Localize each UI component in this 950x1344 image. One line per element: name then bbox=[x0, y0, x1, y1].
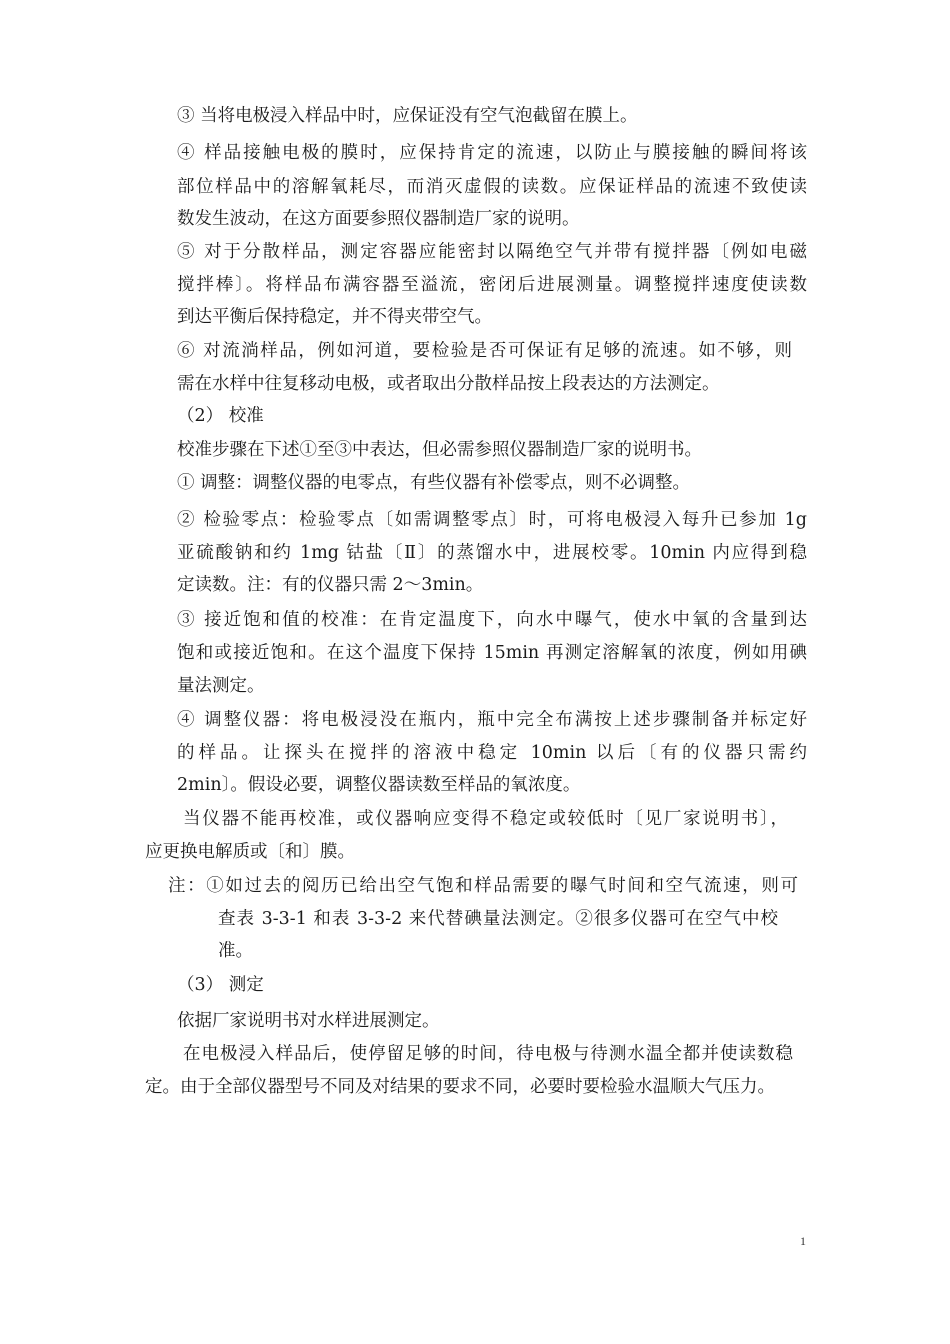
text-line: 校准步骤在下述①至③中表达，但必需参照仪器制造厂家的说明书。 bbox=[177, 440, 702, 460]
text-line: 需在水样中往复移动电极，或者取出分散样品按上段表达的方法测定。 bbox=[177, 374, 720, 394]
text-line: 数发生波动，在这方面要参照仪器制造厂家的说明。 bbox=[177, 209, 580, 229]
text-line: 饱和或接近饱和。在这个温度下保持 15min 再测定溶解氧的浓度，例如用碘 bbox=[177, 643, 807, 663]
text-line: 搅拌棒〕。将样品布满容器至溢流，密闭后进展测量。调整搅拌速度使读数 bbox=[177, 275, 807, 295]
text-line: 应更换电解质或〔和〕膜。 bbox=[145, 842, 355, 862]
text-line: 定读数。注：有的仪器只需 2～3min。 bbox=[177, 575, 484, 595]
note-line: 准。 bbox=[218, 941, 253, 961]
text-line: 量法测定。 bbox=[177, 676, 265, 696]
text-line: ③ 当将电极浸入样品中时，应保证没有空气泡截留在膜上。 bbox=[177, 106, 638, 126]
text-line: 部位样品中的溶解氧耗尽，而消灭虚假的读数。应保证样品的流速不致使读 bbox=[177, 177, 807, 197]
text-line: 2min〕。假设必要，调整仪器读数至样品的氧浓度。 bbox=[177, 775, 581, 795]
text-line: 定。由于全部仪器型号不同及对结果的要求不同，必要时要检验水温顺大气压力。 bbox=[145, 1077, 775, 1097]
text-line: 亚硫酸钠和约 1mg 钴盐〔Ⅱ〕的蒸馏水中，进展校零。10min 内应得到稳 bbox=[177, 543, 807, 563]
text-line: 依据厂家说明书对水样进展测定。 bbox=[177, 1011, 440, 1031]
text-line: ② 检验零点：检验零点〔如需调整零点〕时，可将电极浸入每升已参加 1g bbox=[177, 510, 807, 530]
text-line: 到达平衡后保持稳定，并不得夹带空气。 bbox=[177, 307, 492, 327]
text-line: 当仪器不能再校准，或仪器响应变得不稳定或较低时〔见厂家说明书〕， bbox=[183, 809, 788, 829]
section-heading: （3） 测定 bbox=[177, 975, 264, 995]
text-line: ④ 样品接触电极的膜时，应保持肯定的流速，以防止与膜接触的瞬间将该 bbox=[177, 143, 807, 163]
text-line: 的样品。让探头在搅拌的溶液中稳定 10min 以后〔有的仪器只需约 bbox=[177, 743, 807, 763]
text-line: ③ 接近饱和值的校准：在肯定温度下，向水中曝气，使水中氧的含量到达 bbox=[177, 610, 807, 630]
text-line: ① 调整：调整仪器的电零点，有些仪器有补偿零点，则不必调整。 bbox=[177, 473, 691, 493]
note-line: 查表 3-3-1 和表 3-3-2 来代替碘量法测定。②很多仪器可在空气中校 bbox=[218, 909, 778, 929]
note-line: 注：①如过去的阅历已给出空气饱和样品需要的曝气时间和空气流速，则可 bbox=[168, 876, 798, 896]
text-line: ⑤ 对于分散样品，测定容器应能密封以隔绝空气并带有搅拌器〔例如电磁 bbox=[177, 242, 807, 262]
text-line: ④ 调整仪器：将电极浸没在瓶内，瓶中完全布满按上述步骤制备并标定好 bbox=[177, 710, 807, 730]
text-line: ⑥ 对流淌样品，例如河道，要检验是否可保证有足够的流速。如不够，则 bbox=[177, 341, 792, 361]
page-number: 1 bbox=[800, 1234, 806, 1248]
text-line: 在电极浸入样品后，使停留足够的时间，待电极与待测水温全都并使读数稳 bbox=[183, 1044, 793, 1064]
section-heading: （2） 校准 bbox=[177, 406, 264, 426]
